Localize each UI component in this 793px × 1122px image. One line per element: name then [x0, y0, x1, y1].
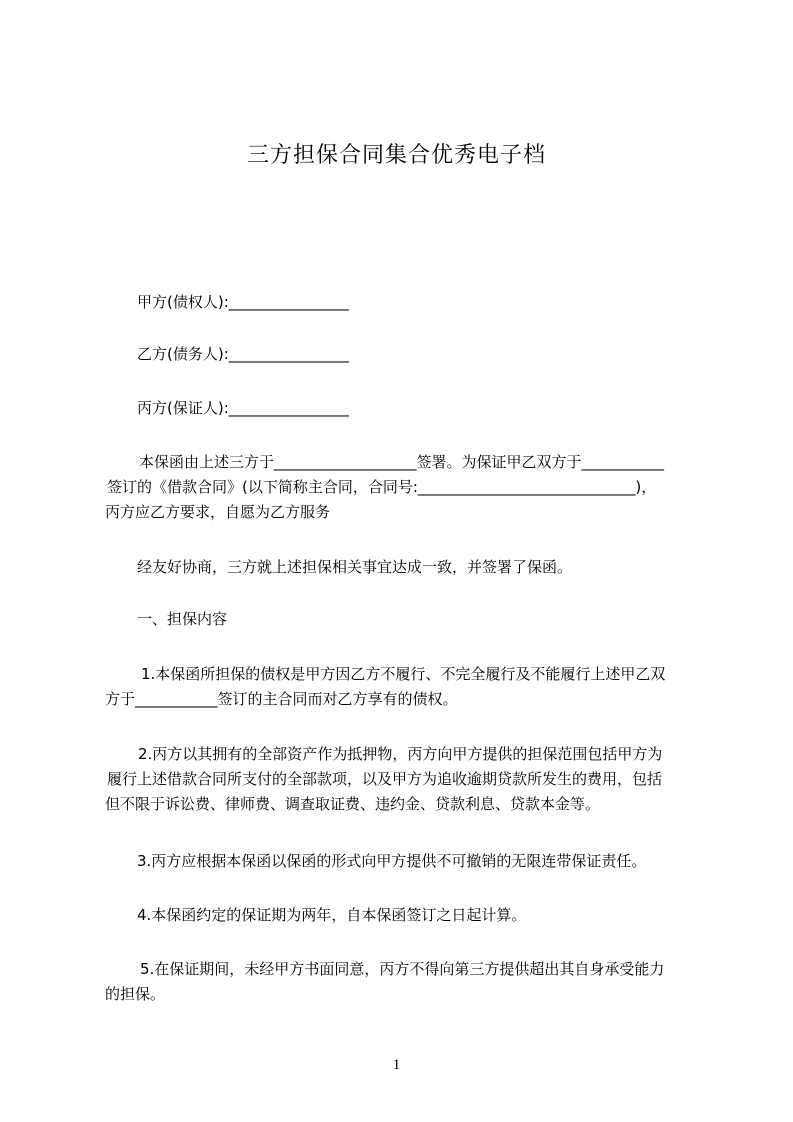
clause-2 [105, 742, 701, 817]
clause-1 [105, 662, 701, 712]
intro-line-1: 本保函由上述三方于___________________签署。为保证甲乙双方于___________ [139, 453, 665, 471]
clause-2-line-1: 2.丙方以其拥有的全部资产作为抵押物，丙方向甲方提供的担保范围包括甲方为 [138, 745, 663, 763]
page-number: 1 [392, 1057, 401, 1073]
clause-5-line-1: 5.在保证期间，未经甲方书面同意，丙方不得向第三方提供超出其自身承受能力 [140, 960, 665, 978]
intro-line-3: 丙方应乙方要求，自愿为乙方服务 [105, 503, 331, 521]
clause-5 [105, 957, 701, 1007]
clause-1-line-2: 方于___________签订的主合同而对乙方享有的债权。 [105, 690, 458, 708]
clause-4: 4.本保函约定的保证期为两年，自本保函签订之日起计算。 [137, 906, 527, 924]
clause-3: 3.丙方应根据本保函以保函的形式向甲方提供不可撤销的无限连带保证责任。 [137, 852, 647, 870]
intro-line-2: 签订的《借款合同》(以下简称主合同，合同号:_____________________________)， [107, 478, 657, 496]
document-title: 三方担保合同集合优秀电子档 [246, 143, 546, 168]
party-a-creditor-line: 甲方(债权人):________________ [137, 293, 349, 311]
clause-5-line-2: 的担保。 [105, 985, 166, 1003]
clause-2-line-2: 履行上述借款合同所支付的全部款项，以及甲方为追收逾期贷款所发生的费用，包括 [107, 770, 663, 788]
intro-paragraph [105, 450, 701, 525]
clause-1-line-1: 1.本保函所担保的债权是甲方因乙方不履行、不完全履行及不能履行上述甲乙双 [141, 665, 666, 683]
party-b-debtor-line: 乙方(债务人):________________ [137, 345, 349, 363]
agreement-paragraph: 经友好协商，三方就上述担保相关事宜达成一致，并签署了保函。 [137, 558, 573, 576]
clause-2-line-3: 但不限于诉讼费、律师费、调查取证费、违约金、贷款利息、贷款本金等。 [105, 795, 601, 813]
party-c-guarantor-line: 丙方(保证人):________________ [137, 399, 349, 417]
section-1-heading: 一、担保内容 [137, 610, 228, 628]
